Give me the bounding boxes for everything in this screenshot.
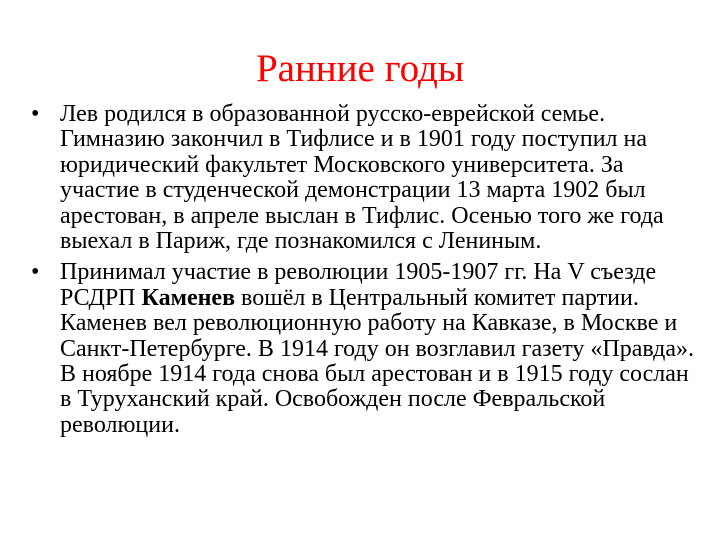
- bullet-text-before: Принимал участие в революции 1905-1907 гг. На V съезде РСДРП: [60, 259, 657, 311]
- slide-title: Ранние годы: [255, 47, 465, 90]
- bullet-bold-name: Каменев: [141, 284, 236, 311]
- bullet-text-after: вошёл в Центральный комитет партии. Каменев вел революционную работу на Кавказе, в Москве и Санкт-Петербурге. В 1914 году он возглавил газету «Правда». В ноябре 1914 года снова был арестован и в 1915 году сослан в Туруханский край. Освобожден после Февральской революции.: [60, 284, 694, 438]
- bullet-item-2: [28, 260, 698, 438]
- bullet-item-1: [28, 102, 698, 254]
- slide-body: [28, 102, 698, 444]
- bullet-marker: •: [31, 101, 40, 127]
- bullet-marker: •: [31, 259, 40, 286]
- bullet-text: Лев родился в образованной русско-еврейской семье. Гимназию закончил в Тифлисе и в 1901 году поступил на юридический факультет Московского университета. За участие в студенческой демонстрации 13 марта 1902 был арестован, в апреле выслан в Тифлис. Осенью того же года выехал в Париж, где познакомился с Лениным.: [60, 101, 664, 255]
